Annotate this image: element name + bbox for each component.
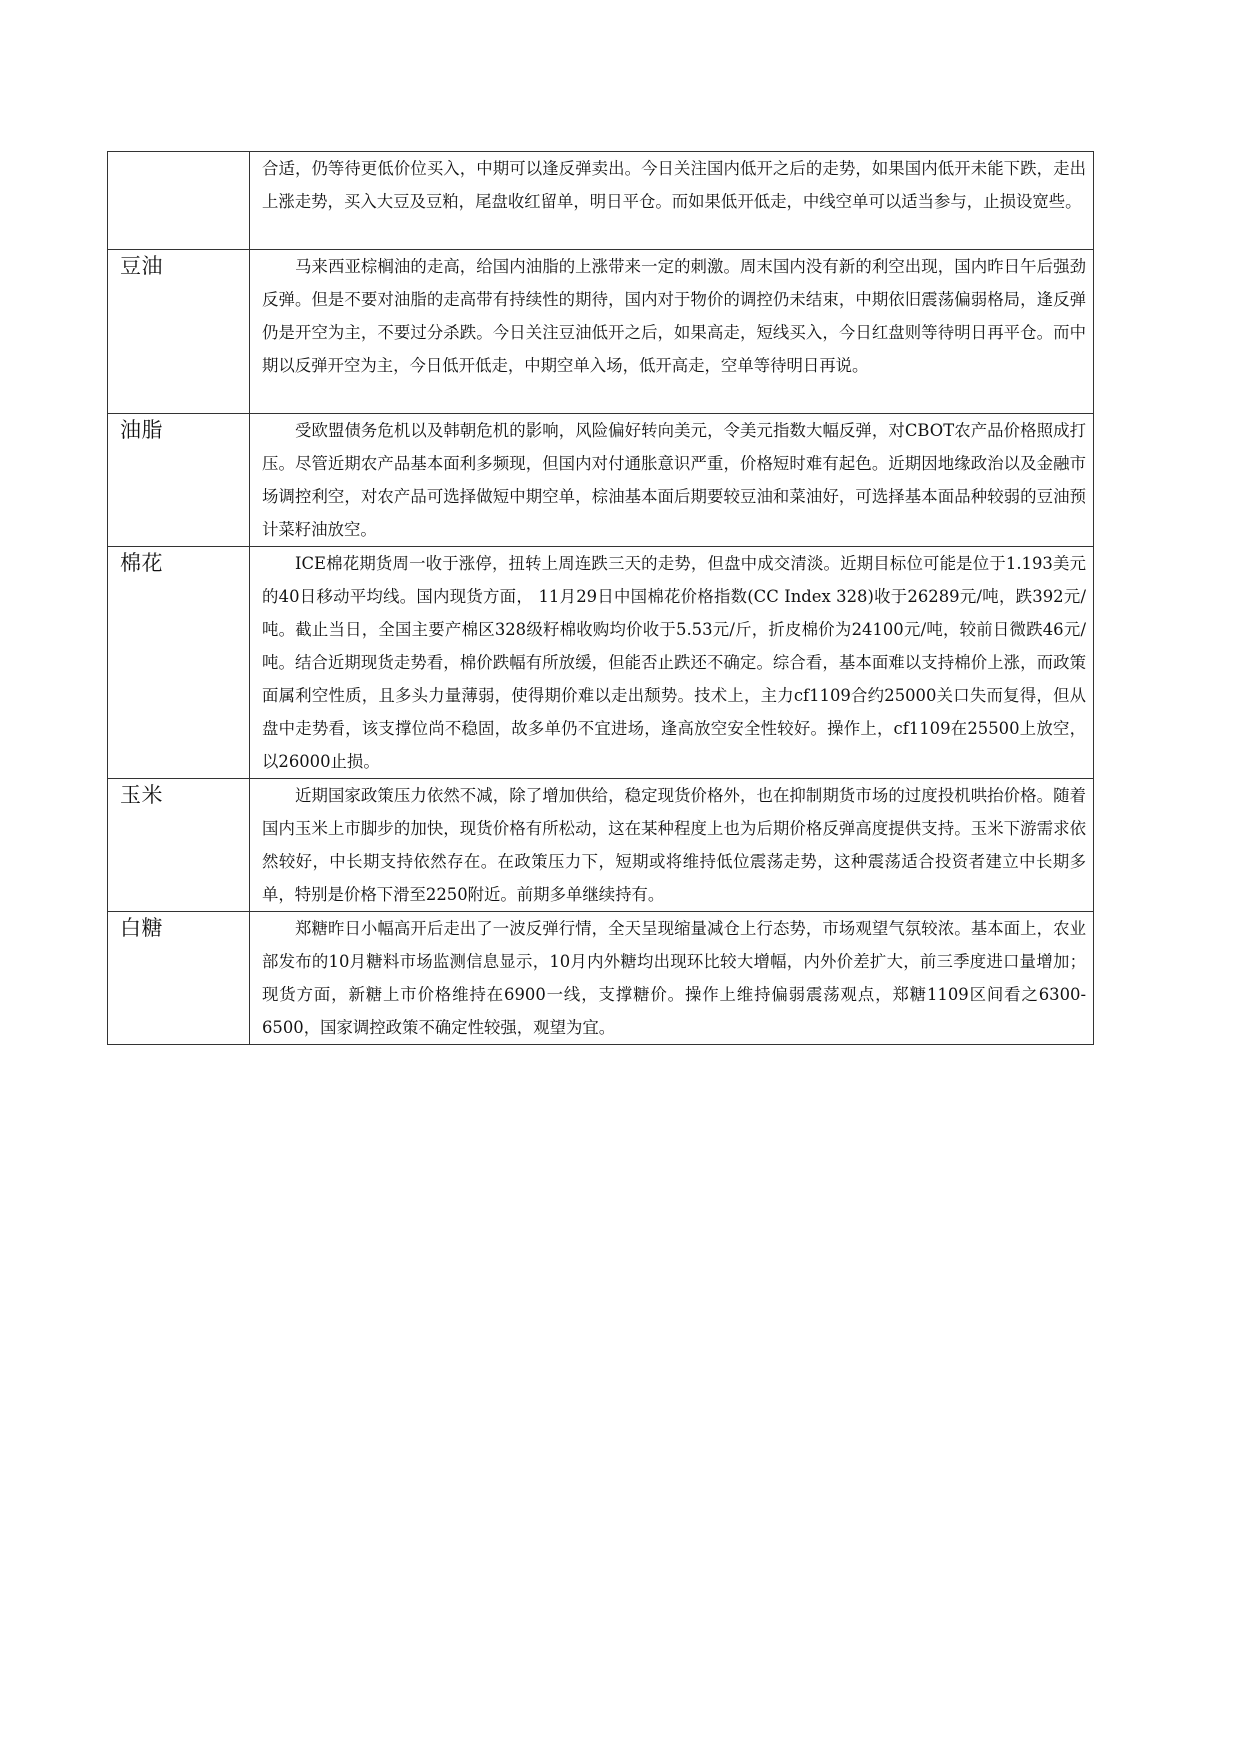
commodity-label-cell xyxy=(108,414,250,547)
commodity-label-cell xyxy=(108,912,250,1045)
commodity-label-cell xyxy=(108,152,250,250)
commodity-label-cell xyxy=(108,547,250,779)
commentary-cell xyxy=(250,547,1094,779)
commentary-cell xyxy=(250,250,1094,414)
commentary-cell xyxy=(250,152,1094,250)
table-row xyxy=(108,912,1094,1045)
commodity-label: 油脂 xyxy=(120,418,163,442)
commodity-label: 白糖 xyxy=(120,916,163,940)
commodity-label: 玉米 xyxy=(120,783,163,807)
commodity-commentary-table xyxy=(107,151,1094,1045)
commentary-cell xyxy=(250,912,1094,1045)
commentary-text: 郑糖昨日小幅高开后走出了一波反弹行情，全天呈现缩量减仓上行态势，市场观望气氛较浓。基本面上，农业部发布的10月糖料市场监测信息显示，10月内外糖均出现环比较大增幅，内外价差扩大，前三季度进口量增加；现货方面，新糖上市价格维持在6900一线，支撑糖价。操作上维持偏弱震荡观点，郑糖1109区间看之6300-6500，国家调控政策不确定性较强，观望为宜。 xyxy=(262,919,1086,1037)
commodity-label: 豆油 xyxy=(120,254,163,278)
commentary-cell xyxy=(250,779,1094,912)
commentary-text: ICE棉花期货周一收于涨停，扭转上周连跌三天的走势，但盘中成交清淡。近期目标位可能是位于1.193美元的40日移动平均线。国内现货方面， 11月29日中国棉花价格指数(CC Index 328)收于26289元/吨，跌392元/吨。截止当日，全国主要产棉区328级籽棉收购均价收于5.53元/斤，折皮棉价为24100元/吨，较前日微跌46元/吨。结合近期现货走势看，棉价跌幅有所放缓，但能否止跌还不确定。综合看，基本面难以支持棉价上涨，而政策面属利空性质，且多头力量薄弱，使得期价难以走出颓势。技术上，主力cf1109合约25000关口失而复得，但从盘中走势看，该支撑位尚不稳固，故多单仍不宜进场，逢高放空安全性较好。操作上，cf1109在25500上放空，以26000止损。 xyxy=(262,554,1086,771)
table-row xyxy=(108,152,1094,250)
table-row xyxy=(108,779,1094,912)
commentary-cell xyxy=(250,414,1094,547)
table-row xyxy=(108,414,1094,547)
commentary-text: 合适，仍等待更低价位买入，中期可以逢反弹卖出。今日关注国内低开之后的走势，如果国内低开未能下跌，走出上涨走势，买入大豆及豆粕，尾盘收红留单，明日平仓。而如果低开低走，中线空单可以适当参与，止损设宽些。 xyxy=(262,159,1086,211)
table-row xyxy=(108,250,1094,414)
commodity-label-cell xyxy=(108,779,250,912)
commodity-label-cell xyxy=(108,250,250,414)
commodity-label: 棉花 xyxy=(120,551,163,575)
table-row xyxy=(108,547,1094,779)
commentary-text: 受欧盟债务危机以及韩朝危机的影响，风险偏好转向美元，令美元指数大幅反弹，对CBOT农产品价格照成打压。尽管近期农产品基本面利多频现，但国内对付通胀意识严重，价格短时难有起色。近期因地缘政治以及金融市场调控利空，对农产品可选择做短中期空单，棕油基本面后期要较豆油和菜油好，可选择基本面品种较弱的豆油预计菜籽油放空。 xyxy=(262,421,1086,539)
commentary-text: 马来西亚棕榈油的走高，给国内油脂的上涨带来一定的刺激。周末国内没有新的利空出现，国内昨日午后强劲反弹。但是不要对油脂的走高带有持续性的期待，国内对于物价的调控仍未结束，中期依旧震荡偏弱格局，逢反弹仍是开空为主，不要过分杀跌。今日关注豆油低开之后，如果高走，短线买入，今日红盘则等待明日再平仓。而中期以反弹开空为主，今日低开低走，中期空单入场，低开高走，空单等待明日再说。 xyxy=(262,257,1086,375)
commentary-text: 近期国家政策压力依然不减，除了增加供给，稳定现货价格外，也在抑制期货市场的过度投机哄抬价格。随着国内玉米上市脚步的加快，现货价格有所松动，这在某种程度上也为后期价格反弹高度提供支持。玉米下游需求依然较好，中长期支持依然存在。在政策压力下，短期或将维持低位震荡走势，这种震荡适合投资者建立中长期多单，特别是价格下滑至2250附近。前期多单继续持有。 xyxy=(262,786,1086,904)
